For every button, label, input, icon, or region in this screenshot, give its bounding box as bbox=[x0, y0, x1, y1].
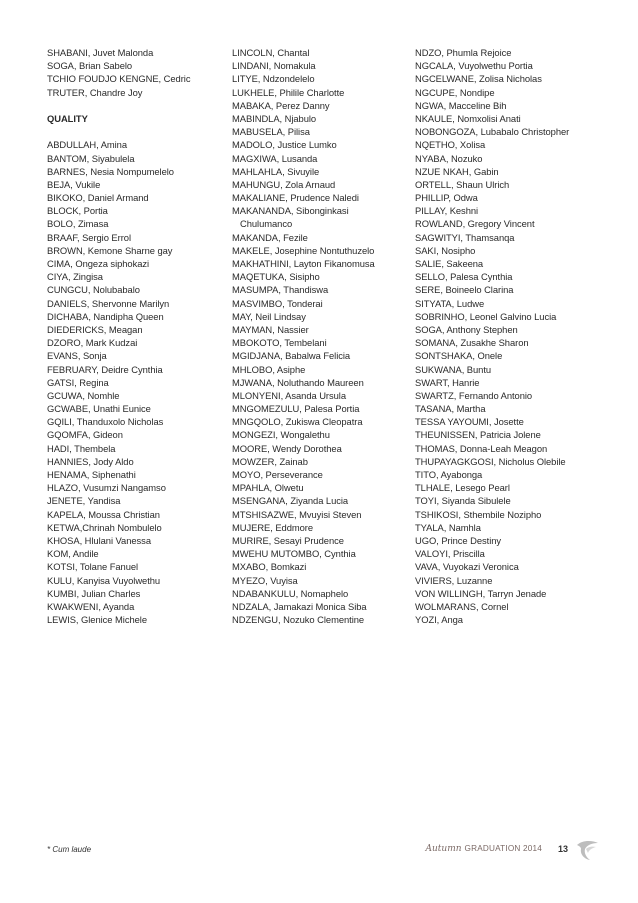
graduate-name: MAHLAHLA, Sivuyile bbox=[232, 165, 320, 177]
graduate-name: VIVIERS, Luzanne bbox=[415, 574, 493, 586]
graduate-name: CUNGCU, Nolubabalo bbox=[47, 284, 140, 296]
graduate-name: BARNES, Nesia Nompumelelo bbox=[47, 165, 174, 177]
graduate-name: SAGWITYI, Thamsanqa bbox=[415, 231, 515, 243]
graduate-name: NQETHO, Xolisa bbox=[415, 139, 486, 151]
graduate-name: TESSA YAYOUMI, Josette bbox=[415, 416, 524, 428]
graduate-name: MAY, Neil Lindsay bbox=[232, 310, 306, 322]
graduate-name: SOGA, Anthony Stephen bbox=[415, 323, 518, 335]
graduate-name: SITYATA, Ludwe bbox=[415, 297, 485, 309]
graduate-name: CIYA, Zingisa bbox=[47, 271, 103, 283]
graduate-name: WOLMARANS, Cornel bbox=[415, 600, 509, 612]
graduate-name: LEWIS, Glenice Michele bbox=[47, 614, 147, 626]
graduate-name: MYEZO, Vuyisa bbox=[232, 574, 298, 586]
graduate-name: MXABO, Bomkazi bbox=[232, 561, 307, 573]
graduate-name: MNGOMEZULU, Palesa Portia bbox=[232, 403, 360, 415]
graduate-name: MHLOBO, Asiphe bbox=[232, 363, 306, 375]
graduate-name: TYALA, Namhla bbox=[415, 521, 481, 533]
graduate-name: MASVIMBO, Tonderai bbox=[232, 297, 323, 309]
graduate-name: DZORO, Mark Kudzai bbox=[47, 337, 138, 349]
graduate-name: TRUTER, Chandre Joy bbox=[47, 86, 143, 98]
graduate-name: SONTSHAKA, Onele bbox=[415, 350, 503, 362]
graduate-name: DIEDERICKS, Meagan bbox=[47, 323, 143, 335]
graduate-name: SALIE, Sakeena bbox=[415, 258, 484, 269]
graduate-name: YOZI, Anga bbox=[415, 614, 463, 626]
graduate-name: DICHABA, Nandipha Queen bbox=[47, 310, 164, 322]
graduate-name: BROWN, Kemone Sharne gay bbox=[47, 244, 173, 256]
graduate-name: JENETE, Yandisa bbox=[47, 495, 121, 507]
graduate-name: MASUMPA, Thandiswa bbox=[232, 284, 329, 296]
graduate-name: MAGXIWA, Lusanda bbox=[232, 152, 318, 164]
graduate-name: SOGA, Brian Sabelo bbox=[47, 60, 133, 72]
graduate-name: KOM, Andile bbox=[47, 548, 99, 560]
graduate-name: KETWA,Chrinah Nombulelo bbox=[47, 521, 162, 533]
graduate-name: THUPAYAGKGOSI, Nicholus Olebile bbox=[415, 455, 566, 467]
graduate-name: MOORE, Wendy Dorothea bbox=[232, 442, 342, 454]
graduate-name: MBOKOTO, Tembelani bbox=[232, 337, 327, 349]
graduate-name: DANIELS, Shervonne Marilyn bbox=[47, 297, 170, 309]
graduate-name: NOBONGOZA, Lubabalo Christopher bbox=[415, 126, 570, 138]
graduate-name: NDZO, Phumla Rejoice bbox=[415, 47, 512, 58]
graduate-name: THEUNISSEN, Patricia Jolene bbox=[415, 429, 541, 441]
graduate-name: GATSI, Regina bbox=[47, 376, 109, 388]
spacer bbox=[47, 125, 222, 138]
graduate-name: NYABA, Nozuko bbox=[415, 152, 483, 164]
spacer bbox=[47, 99, 222, 112]
graduation-label bbox=[425, 844, 542, 854]
graduate-name: MAKELE, Josephine Nontuthuzelo bbox=[232, 244, 375, 256]
graduate-name: Chulumanco bbox=[240, 218, 293, 230]
graduate-name: BEJA, Vukile bbox=[47, 178, 101, 190]
graduate-name: KWAKWENI, Ayanda bbox=[47, 600, 135, 612]
graduate-name: ORTELL, Shaun Ulrich bbox=[415, 178, 510, 190]
graduate-name: KHOSA, Hlulani Vanessa bbox=[47, 534, 151, 546]
graduate-name: MONGEZI, Wongalethu bbox=[232, 429, 330, 441]
graduate-name: KOTSI, Tolane Fanuel bbox=[47, 561, 139, 573]
graduate-name: MOWZER, Zainab bbox=[232, 455, 308, 467]
names-column-3 bbox=[415, 46, 600, 626]
graduate-name: MPAHLA, Olwetu bbox=[232, 482, 304, 494]
graduate-name: MABUSELA, Pilisa bbox=[232, 126, 310, 138]
graduate-name: CIMA, Ongeza siphokazi bbox=[47, 258, 150, 269]
graduate-name: SHABANI, Juvet Malonda bbox=[47, 47, 154, 58]
graduate-name: NGCUPE, Nondipe bbox=[415, 86, 495, 98]
graduate-name: NGCALA, Vuyolwethu Portia bbox=[415, 60, 533, 72]
autumn-script-text: Autumn bbox=[425, 844, 462, 854]
graduate-name: VALOYI, Priscilla bbox=[415, 548, 485, 560]
page-number: 13 bbox=[557, 844, 568, 854]
graduate-name: NZUE NKAH, Gabin bbox=[415, 165, 499, 177]
graduate-name: TASANA, Martha bbox=[415, 403, 486, 415]
graduate-name: NDABANKULU, Nomaphelo bbox=[232, 587, 349, 599]
graduate-name: BLOCK, Portia bbox=[47, 205, 108, 217]
graduate-name: TSHIKOSI, Sthembile Nozipho bbox=[415, 508, 542, 520]
graduate-name: HANNIES, Jody Aldo bbox=[47, 455, 134, 467]
graduate-name: MADOLO, Justice Lumko bbox=[232, 139, 337, 151]
graduate-name: EVANS, Sonja bbox=[47, 350, 107, 362]
graduate-name: GQOMFA, Gideon bbox=[47, 429, 123, 441]
graduate-name: PILLAY, Keshni bbox=[415, 205, 479, 217]
graduate-name: THOMAS, Donna-Leah Meagon bbox=[415, 442, 548, 454]
graduate-name: NGWA, Macceline Bih bbox=[415, 99, 507, 111]
graduate-name: SWART, Hanrie bbox=[415, 376, 480, 388]
graduate-name: MUJERE, Eddmore bbox=[232, 521, 314, 533]
graduate-name: MAYMAN, Nassier bbox=[232, 323, 309, 335]
graduate-name: TCHIO FOUDJO KENGNE, Cedric bbox=[47, 73, 191, 85]
graduate-name: MOYO, Perseverance bbox=[232, 469, 323, 480]
graduate-name: TOYI, Siyanda Sibulele bbox=[415, 495, 511, 507]
graduate-name: MAKHATHINI, Layton Fikanomusa bbox=[232, 258, 375, 269]
graduate-name: HENAMA, Siphenathi bbox=[47, 469, 136, 480]
graduate-name: GCUWA, Nomhle bbox=[47, 389, 120, 401]
graduate-name: MLONYENI, Asanda Ursula bbox=[232, 389, 346, 401]
graduate-name: TLHALE, Lesego Pearl bbox=[415, 482, 510, 494]
graduate-name: PHILLIP, Odwa bbox=[415, 192, 478, 204]
graduate-name: ROWLAND, Gregory Vincent bbox=[415, 218, 535, 230]
names-column-1 bbox=[47, 46, 222, 626]
graduate-name: LINCOLN, Chantal bbox=[232, 47, 310, 58]
graduate-name: VON WILLINGH, Tarryn Jenade bbox=[415, 587, 547, 599]
graduate-name: NDZALA, Jamakazi Monica Siba bbox=[232, 600, 367, 612]
graduation-year-text: GRADUATION 2014 bbox=[464, 844, 542, 853]
graduate-name: MGIDJANA, Babalwa Felicia bbox=[232, 350, 351, 362]
graduate-name: MURIRE, Sesayi Prudence bbox=[232, 534, 344, 546]
graduate-name: LUKHELE, Philile Charlotte bbox=[232, 86, 345, 98]
graduate-name: SUKWANA, Buntu bbox=[415, 363, 492, 375]
graduate-name: VAVA, Vuyokazi Veronica bbox=[415, 561, 519, 573]
graduate-name: BIKOKO, Daniel Armand bbox=[47, 192, 149, 204]
graduate-name: LINDANI, Nomakula bbox=[232, 60, 316, 72]
graduate-name: BOLO, Zimasa bbox=[47, 218, 109, 230]
graduate-name: MWEHU MUTOMBO, Cynthia bbox=[232, 548, 356, 560]
graduate-name: HADI, Thembela bbox=[47, 442, 116, 454]
graduate-name: TITO, Ayabonga bbox=[415, 469, 483, 480]
graduate-name: UGO, Prince Destiny bbox=[415, 534, 502, 546]
graduate-name: SOMANA, Zusakhe Sharon bbox=[415, 337, 529, 349]
cum-laude-footnote: * Cum laude bbox=[47, 845, 92, 854]
graduate-name: KAPELA, Moussa Christian bbox=[47, 508, 160, 520]
graduate-name: KUMBI, Julian Charles bbox=[47, 587, 141, 599]
graduate-name: MAQETUKA, Sisipho bbox=[232, 271, 320, 283]
graduate-name: MSENGANA, Ziyanda Lucia bbox=[232, 495, 349, 507]
graduate-name: FEBRUARY, Deidre Cynthia bbox=[47, 363, 163, 375]
graduate-name: BRAAF, Sergio Errol bbox=[47, 231, 131, 243]
leaf-logo-icon bbox=[574, 837, 600, 863]
graduate-name: SOBRINHO, Leonel Galvino Lucia bbox=[415, 310, 557, 322]
section-heading: QUALITY bbox=[47, 112, 88, 124]
graduate-name: MNGQOLO, Zukiswa Cleopatra bbox=[232, 416, 363, 428]
graduate-name: NKAULE, Nomxolisi Anati bbox=[415, 112, 521, 124]
graduate-name: MABINDLA, Njabulo bbox=[232, 112, 317, 124]
graduate-name: MAKANDA, Fezile bbox=[232, 231, 308, 243]
graduate-name: HLAZO, Vusumzi Nangamso bbox=[47, 482, 166, 494]
graduate-name: ABDULLAH, Amina bbox=[47, 139, 128, 151]
names-column-2 bbox=[232, 46, 412, 626]
graduate-name: SERE, Boineelo Clarina bbox=[415, 284, 514, 296]
graduate-name: SELLO, Palesa Cynthia bbox=[415, 271, 513, 283]
graduate-name: NDZENGU, Nozuko Clementine bbox=[232, 614, 365, 626]
graduate-name: SAKI, Nosipho bbox=[415, 244, 476, 256]
graduate-name: MAKANANDA, Sibonginkasi bbox=[232, 205, 349, 217]
graduate-name: MAHUNGU, Zola Arnaud bbox=[232, 178, 336, 190]
graduate-name: SWARTZ, Fernando Antonio bbox=[415, 389, 533, 401]
graduate-name: GCWABE, Unathi Eunice bbox=[47, 403, 151, 415]
graduate-name: NGCELWANE, Zolisa Nicholas bbox=[415, 73, 542, 85]
graduate-name: MTSHISAZWE, Mvuyisi Steven bbox=[232, 508, 362, 520]
graduate-name: GQILI, Thanduxolo Nicholas bbox=[47, 416, 164, 428]
graduate-name: MABAKA, Perez Danny bbox=[232, 99, 330, 111]
graduate-name: KULU, Kanyisa Vuyolwethu bbox=[47, 574, 161, 586]
page-footer bbox=[47, 843, 600, 861]
graduate-name: LITYE, Ndzondelelo bbox=[232, 73, 315, 85]
graduate-name: MJWANA, Noluthando Maureen bbox=[232, 376, 364, 388]
graduate-name: BANTOM, Siyabulela bbox=[47, 152, 135, 164]
graduate-name: MAKALIANE, Prudence Naledi bbox=[232, 192, 359, 204]
